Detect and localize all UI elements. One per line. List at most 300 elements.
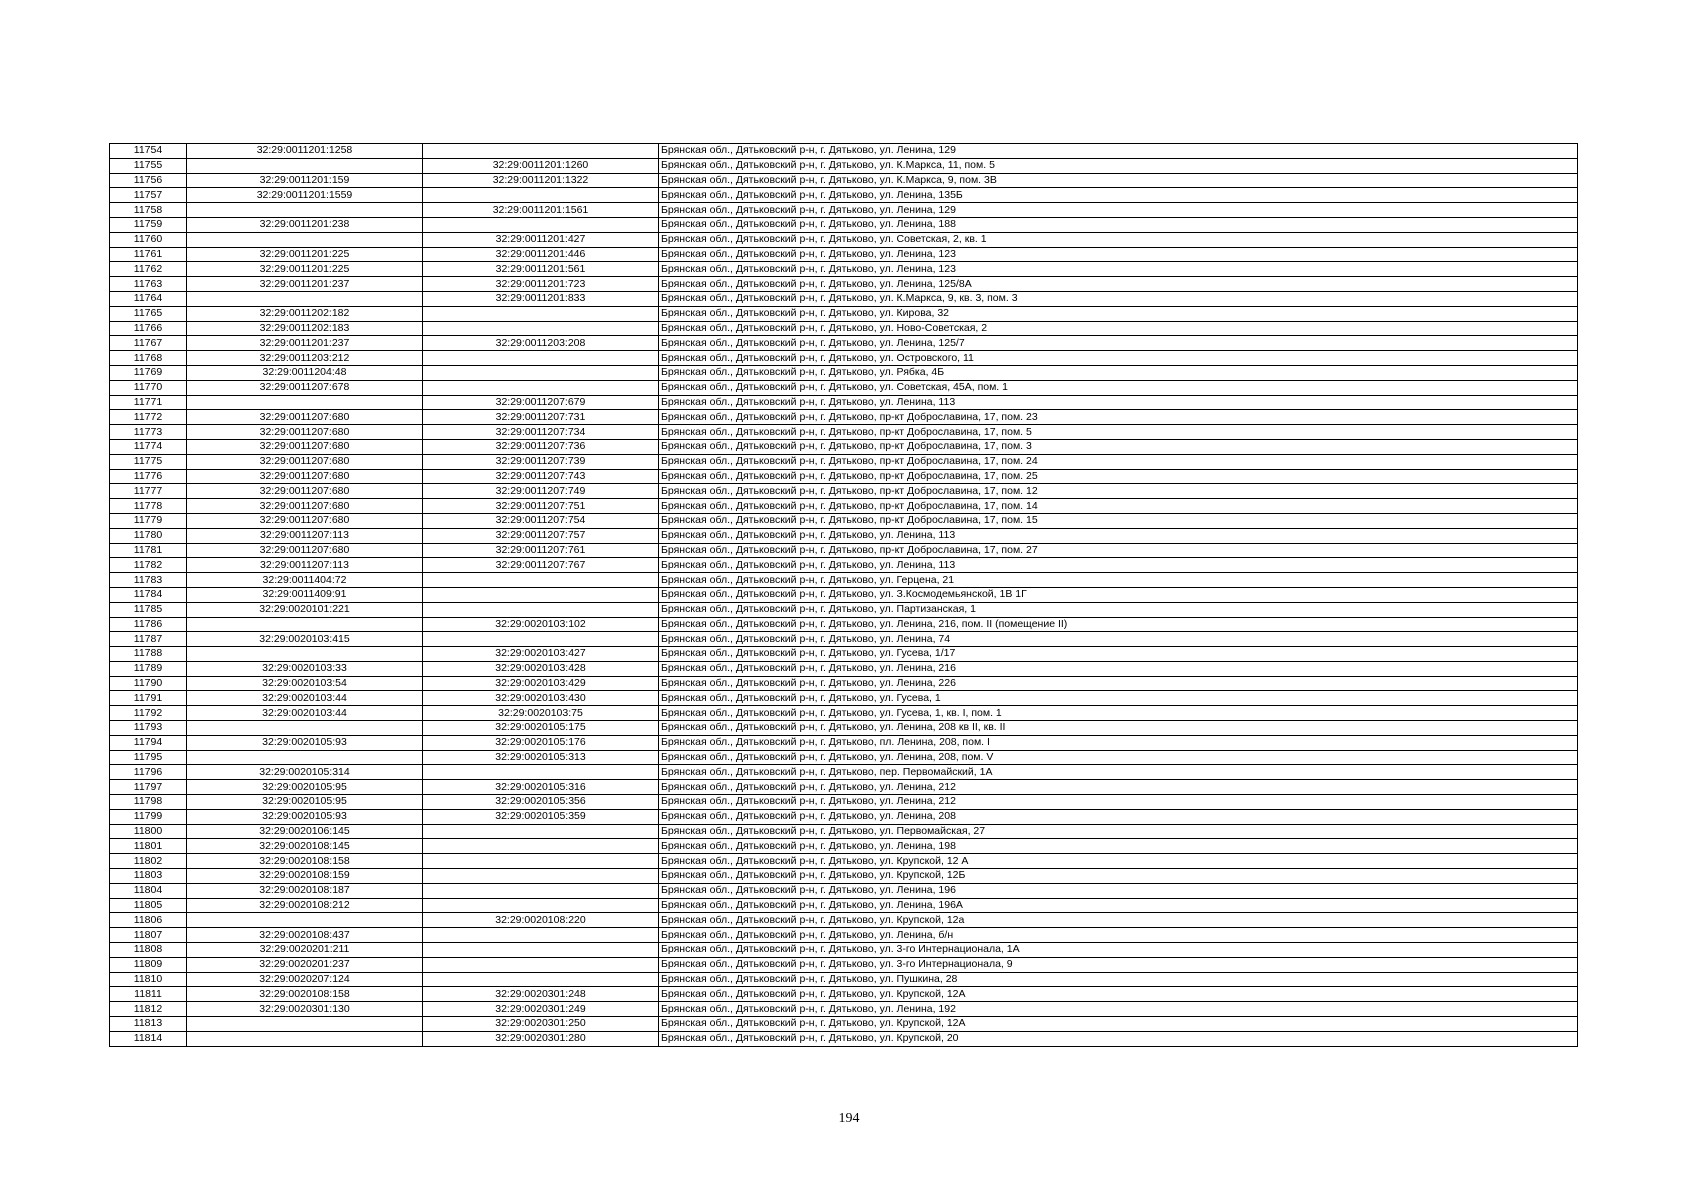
address-cell: Брянская обл., Дятьковский р-н, г. Дятьково, ул. Ново-Советская, 2 (659, 321, 1578, 336)
object-cadastral-number-cell: 32:29:0011207:679 (423, 395, 659, 410)
cadastral-number-cell: 32:29:0011201:238 (187, 217, 423, 232)
address-cell: Брянская обл., Дятьковский р-н, г. Дятьково, ул. Ленина, 216, пом. II (помещение II) (659, 617, 1578, 632)
object-cadastral-number-cell (423, 765, 659, 780)
table-row (110, 573, 1578, 588)
cadastral-number-cell: 32:29:0020103:44 (187, 706, 423, 721)
cadastral-number-cell: 32:29:0011201:237 (187, 277, 423, 292)
table-row (110, 232, 1578, 247)
object-cadastral-number-cell: 32:29:0020105:359 (423, 809, 659, 824)
table-row (110, 144, 1578, 159)
cadastral-number-cell: 32:29:0020108:212 (187, 898, 423, 913)
object-cadastral-number-cell: 32:29:0020103:429 (423, 676, 659, 691)
table-row (110, 987, 1578, 1002)
table-row (110, 721, 1578, 736)
object-cadastral-number-cell (423, 854, 659, 869)
row-number-cell: 11800 (110, 824, 187, 839)
row-number-cell: 11767 (110, 336, 187, 351)
row-number-cell: 11811 (110, 987, 187, 1002)
table-row (110, 824, 1578, 839)
address-cell: Брянская обл., Дятьковский р-н, г. Дятьково, ул. Партизанская, 1 (659, 602, 1578, 617)
object-cadastral-number-cell (423, 380, 659, 395)
cadastral-number-cell: 32:29:0020105:95 (187, 780, 423, 795)
row-number-cell: 11775 (110, 454, 187, 469)
address-cell: Брянская обл., Дятьковский р-н, г. Дятьково, ул. Ленина, 196А (659, 898, 1578, 913)
cadastral-number-cell: 32:29:0020108:158 (187, 854, 423, 869)
cadastral-number-cell (187, 913, 423, 928)
address-cell: Брянская обл., Дятьковский р-н, г. Дятьково, ул. Крупской, 20 (659, 1031, 1578, 1046)
address-cell: Брянская обл., Дятьковский р-н, г. Дятьково, ул. Крупской, 12А (659, 987, 1578, 1002)
address-cell: Брянская обл., Дятьковский р-н, г. Дятьково, ул. Советская, 45А, пом. 1 (659, 380, 1578, 395)
address-cell: Брянская обл., Дятьковский р-н, г. Дятьково, пр-кт Доброславина, 17, пом. 3 (659, 439, 1578, 454)
table-row (110, 203, 1578, 218)
cadastral-number-cell: 32:29:0020108:187 (187, 883, 423, 898)
table-row (110, 173, 1578, 188)
object-cadastral-number-cell (423, 928, 659, 943)
row-number-cell: 11762 (110, 262, 187, 277)
table-row (110, 972, 1578, 987)
table-row (110, 277, 1578, 292)
address-cell: Брянская обл., Дятьковский р-н, г. Дятьково, ул. Ленина, 188 (659, 217, 1578, 232)
table-row (110, 410, 1578, 425)
row-number-cell: 11803 (110, 869, 187, 884)
object-cadastral-number-cell: 32:29:0011201:1260 (423, 158, 659, 173)
cadastral-number-cell: 32:29:0020103:33 (187, 661, 423, 676)
address-cell: Брянская обл., Дятьковский р-н, г. Дятьково, ул. Герцена, 21 (659, 573, 1578, 588)
address-cell: Брянская обл., Дятьковский р-н, г. Дятьково, ул. Ленина, 208, пом. V (659, 750, 1578, 765)
table-row (110, 351, 1578, 366)
cadastral-number-cell (187, 203, 423, 218)
address-cell: Брянская обл., Дятьковский р-н, г. Дятьково, ул. Крупской, 12Б (659, 869, 1578, 884)
row-number-cell: 11792 (110, 706, 187, 721)
row-number-cell: 11793 (110, 721, 187, 736)
object-cadastral-number-cell: 32:29:0020105:356 (423, 795, 659, 810)
cadastral-number-cell (187, 291, 423, 306)
cadastral-number-cell: 32:29:0011207:680 (187, 469, 423, 484)
address-cell: Брянская обл., Дятьковский р-н, г. Дятьково, ул. Пушкина, 28 (659, 972, 1578, 987)
table-row (110, 336, 1578, 351)
address-cell: Брянская обл., Дятьковский р-н, г. Дятьково, ул. Советская, 2, кв. 1 (659, 232, 1578, 247)
row-number-cell: 11798 (110, 795, 187, 810)
row-number-cell: 11801 (110, 839, 187, 854)
object-cadastral-number-cell: 32:29:0020103:102 (423, 617, 659, 632)
address-cell: Брянская обл., Дятьковский р-н, г. Дятьково, ул. З.Космодемьянской, 1В 1Г (659, 587, 1578, 602)
cadastral-number-cell: 32:29:0020105:95 (187, 795, 423, 810)
table-row (110, 439, 1578, 454)
address-cell: Брянская обл., Дятьковский р-н, г. Дятьково, ул. Ленина, 208 кв II, кв. II (659, 721, 1578, 736)
object-cadastral-number-cell: 32:29:0020301:249 (423, 1002, 659, 1017)
cadastral-number-cell: 32:29:0011204:48 (187, 365, 423, 380)
row-number-cell: 11776 (110, 469, 187, 484)
cadastral-number-cell: 32:29:0011207:680 (187, 439, 423, 454)
cadastral-number-cell: 32:29:0011201:237 (187, 336, 423, 351)
row-number-cell: 11758 (110, 203, 187, 218)
object-cadastral-number-cell: 32:29:0020108:220 (423, 913, 659, 928)
address-cell: Брянская обл., Дятьковский р-н, г. Дятьково, ул. Ленина, 198 (659, 839, 1578, 854)
cadastral-number-cell (187, 1031, 423, 1046)
object-cadastral-number-cell (423, 587, 659, 602)
table-row (110, 321, 1578, 336)
table-row (110, 528, 1578, 543)
object-cadastral-number-cell: 32:29:0011207:754 (423, 513, 659, 528)
cadastral-number-cell: 32:29:0020108:159 (187, 869, 423, 884)
row-number-cell: 11759 (110, 217, 187, 232)
cadastral-number-cell: 32:29:0020105:93 (187, 735, 423, 750)
cadastral-number-cell: 32:29:0020301:130 (187, 1002, 423, 1017)
row-number-cell: 11764 (110, 291, 187, 306)
address-cell: Брянская обл., Дятьковский р-н, г. Дятьково, ул. Крупской, 12а (659, 913, 1578, 928)
row-number-cell: 11788 (110, 647, 187, 662)
address-cell: Брянская обл., Дятьковский р-н, г. Дятьково, ул. Ленина, 123 (659, 247, 1578, 262)
object-cadastral-number-cell: 32:29:0011201:1322 (423, 173, 659, 188)
cadastral-number-cell: 32:29:0011207:680 (187, 410, 423, 425)
table-row (110, 262, 1578, 277)
address-cell: Брянская обл., Дятьковский р-н, г. Дятьково, ул. 3-го Интернационала, 9 (659, 957, 1578, 972)
table-row (110, 1031, 1578, 1046)
row-number-cell: 11763 (110, 277, 187, 292)
cadastral-number-cell: 32:29:0011409:91 (187, 587, 423, 602)
address-cell: Брянская обл., Дятьковский р-н, г. Дятьково, ул. Островского, 11 (659, 351, 1578, 366)
table-row (110, 365, 1578, 380)
table-row (110, 469, 1578, 484)
row-number-cell: 11796 (110, 765, 187, 780)
cadastral-number-cell: 32:29:0011201:225 (187, 247, 423, 262)
cadastral-number-cell: 32:29:0011207:680 (187, 425, 423, 440)
object-cadastral-number-cell: 32:29:0020301:248 (423, 987, 659, 1002)
object-cadastral-number-cell: 32:29:0011201:833 (423, 291, 659, 306)
object-cadastral-number-cell: 32:29:0020103:428 (423, 661, 659, 676)
table-row (110, 869, 1578, 884)
object-cadastral-number-cell: 32:29:0020103:430 (423, 691, 659, 706)
table-row (110, 809, 1578, 824)
row-number-cell: 11765 (110, 306, 187, 321)
table-row (110, 839, 1578, 854)
address-cell: Брянская обл., Дятьковский р-н, г. Дятьково, пр-кт Доброславина, 17, пом. 24 (659, 454, 1578, 469)
cadastral-number-cell: 32:29:0011202:183 (187, 321, 423, 336)
address-cell: Брянская обл., Дятьковский р-н, г. Дятьково, пр-кт Доброславина, 17, пом. 12 (659, 484, 1578, 499)
cadastral-number-cell: 32:29:0020108:158 (187, 987, 423, 1002)
row-number-cell: 11790 (110, 676, 187, 691)
table-row (110, 691, 1578, 706)
row-number-cell: 11785 (110, 602, 187, 617)
row-number-cell: 11777 (110, 484, 187, 499)
cadastral-number-cell: 32:29:0020105:314 (187, 765, 423, 780)
address-cell: Брянская обл., Дятьковский р-н, г. Дятьково, пр-кт Доброславина, 17, пом. 5 (659, 425, 1578, 440)
cadastral-number-cell: 32:29:0011207:113 (187, 558, 423, 573)
table-row (110, 543, 1578, 558)
object-cadastral-number-cell (423, 217, 659, 232)
address-cell: Брянская обл., Дятьковский р-н, г. Дятьково, ул. Ленина, 125/7 (659, 336, 1578, 351)
row-number-cell: 11756 (110, 173, 187, 188)
row-number-cell: 11791 (110, 691, 187, 706)
object-cadastral-number-cell (423, 188, 659, 203)
object-cadastral-number-cell: 32:29:0011207:736 (423, 439, 659, 454)
row-number-cell: 11814 (110, 1031, 187, 1046)
cadastral-number-cell: 32:29:0011201:1559 (187, 188, 423, 203)
object-cadastral-number-cell (423, 972, 659, 987)
table-row (110, 395, 1578, 410)
table-row (110, 602, 1578, 617)
object-cadastral-number-cell: 32:29:0011207:757 (423, 528, 659, 543)
object-cadastral-number-cell: 32:29:0011207:739 (423, 454, 659, 469)
address-cell: Брянская обл., Дятьковский р-н, г. Дятьково, пр-кт Доброславина, 17, пом. 15 (659, 513, 1578, 528)
address-cell: Брянская обл., Дятьковский р-н, г. Дятьково, ул. Крупской, 12А (659, 1017, 1578, 1032)
object-cadastral-number-cell: 32:29:0020105:175 (423, 721, 659, 736)
cadastral-number-cell (187, 617, 423, 632)
row-number-cell: 11780 (110, 528, 187, 543)
table-row (110, 795, 1578, 810)
table-row (110, 499, 1578, 514)
row-number-cell: 11809 (110, 957, 187, 972)
address-cell: Брянская обл., Дятьковский р-н, г. Дятьково, ул. Крупской, 12 А (659, 854, 1578, 869)
address-cell: Брянская обл., Дятьковский р-н, г. Дятьково, ул. Ленина, 226 (659, 676, 1578, 691)
table-row (110, 898, 1578, 913)
row-number-cell: 11774 (110, 439, 187, 454)
cadastral-table (109, 143, 1578, 1047)
row-number-cell: 11797 (110, 780, 187, 795)
object-cadastral-number-cell: 32:29:0020301:280 (423, 1031, 659, 1046)
address-cell: Брянская обл., Дятьковский р-н, г. Дятьково, ул. Ленина, 212 (659, 780, 1578, 795)
table-row (110, 587, 1578, 602)
row-number-cell: 11778 (110, 499, 187, 514)
table-row (110, 1017, 1578, 1032)
address-cell: Брянская обл., Дятьковский р-н, г. Дятьково, ул. Ленина, 192 (659, 1002, 1578, 1017)
address-cell: Брянская обл., Дятьковский р-н, г. Дятьково, ул. К.Маркса, 9, кв. 3, пом. 3 (659, 291, 1578, 306)
row-number-cell: 11782 (110, 558, 187, 573)
row-number-cell: 11808 (110, 943, 187, 958)
table-body (110, 144, 1578, 1047)
address-cell: Брянская обл., Дятьковский р-н, г. Дятьково, ул. Ленина, 129 (659, 203, 1578, 218)
table-row (110, 957, 1578, 972)
cadastral-number-cell: 32:29:0011201:1258 (187, 144, 423, 159)
cadastral-number-cell: 32:29:0020106:145 (187, 824, 423, 839)
object-cadastral-number-cell (423, 883, 659, 898)
object-cadastral-number-cell: 32:29:0020105:316 (423, 780, 659, 795)
address-cell: Брянская обл., Дятьковский р-н, г. Дятьково, ул. Ленина, 113 (659, 528, 1578, 543)
object-cadastral-number-cell (423, 957, 659, 972)
table-row (110, 217, 1578, 232)
object-cadastral-number-cell (423, 602, 659, 617)
table-row (110, 647, 1578, 662)
cadastral-number-cell: 32:29:0011202:182 (187, 306, 423, 321)
row-number-cell: 11757 (110, 188, 187, 203)
object-cadastral-number-cell: 32:29:0020103:427 (423, 647, 659, 662)
row-number-cell: 11783 (110, 573, 187, 588)
cadastral-number-cell: 32:29:0011207:680 (187, 484, 423, 499)
table-row (110, 913, 1578, 928)
row-number-cell: 11812 (110, 1002, 187, 1017)
object-cadastral-number-cell: 32:29:0011207:731 (423, 410, 659, 425)
row-number-cell: 11761 (110, 247, 187, 262)
object-cadastral-number-cell: 32:29:0020105:313 (423, 750, 659, 765)
table-row (110, 632, 1578, 647)
address-cell: Брянская обл., Дятьковский р-н, г. Дятьково, ул. Ленина, 212 (659, 795, 1578, 810)
address-cell: Брянская обл., Дятьковский р-н, г. Дятьково, ул. Ленина, 196 (659, 883, 1578, 898)
cadastral-number-cell: 32:29:0011207:680 (187, 454, 423, 469)
object-cadastral-number-cell: 32:29:0011201:446 (423, 247, 659, 262)
cadastral-number-cell: 32:29:0020101:221 (187, 602, 423, 617)
row-number-cell: 11770 (110, 380, 187, 395)
cadastral-number-cell: 32:29:0011404:72 (187, 573, 423, 588)
object-cadastral-number-cell: 32:29:0011207:734 (423, 425, 659, 440)
object-cadastral-number-cell (423, 869, 659, 884)
cadastral-number-cell: 32:29:0011207:678 (187, 380, 423, 395)
row-number-cell: 11795 (110, 750, 187, 765)
object-cadastral-number-cell: 32:29:0011203:208 (423, 336, 659, 351)
cadastral-number-cell (187, 647, 423, 662)
table-row (110, 306, 1578, 321)
cadastral-number-cell: 32:29:0011207:113 (187, 528, 423, 543)
cadastral-number-cell: 32:29:0011207:680 (187, 499, 423, 514)
page-number: 194 (838, 1111, 860, 1126)
row-number-cell: 11773 (110, 425, 187, 440)
cadastral-number-cell: 32:29:0020103:44 (187, 691, 423, 706)
table-row (110, 780, 1578, 795)
address-cell: Брянская обл., Дятьковский р-н, г. Дятьково, ул. Ленина, 113 (659, 558, 1578, 573)
address-cell: Брянская обл., Дятьковский р-н, г. Дятьково, ул. Ленина, б/н (659, 928, 1578, 943)
table-row (110, 854, 1578, 869)
cadastral-number-cell: 32:29:0011201:225 (187, 262, 423, 277)
cadastral-number-cell (187, 232, 423, 247)
row-number-cell: 11781 (110, 543, 187, 558)
table-row (110, 380, 1578, 395)
row-number-cell: 11766 (110, 321, 187, 336)
cadastral-number-cell (187, 1017, 423, 1032)
cadastral-number-cell (187, 395, 423, 410)
table-row (110, 188, 1578, 203)
object-cadastral-number-cell (423, 306, 659, 321)
row-number-cell: 11813 (110, 1017, 187, 1032)
table-row (110, 883, 1578, 898)
object-cadastral-number-cell (423, 321, 659, 336)
cadastral-number-cell: 32:29:0020108:437 (187, 928, 423, 943)
row-number-cell: 11755 (110, 158, 187, 173)
object-cadastral-number-cell (423, 144, 659, 159)
cadastral-number-cell: 32:29:0020201:211 (187, 943, 423, 958)
object-cadastral-number-cell (423, 573, 659, 588)
cadastral-number-cell: 32:29:0011201:159 (187, 173, 423, 188)
address-cell: Брянская обл., Дятьковский р-н, г. Дятьково, ул. Гусева, 1, кв. I, пом. 1 (659, 706, 1578, 721)
address-cell: Брянская обл., Дятьковский р-н, г. Дятьково, ул. Ленина, 125/8А (659, 277, 1578, 292)
cadastral-number-cell: 32:29:0011203:212 (187, 351, 423, 366)
address-cell: Брянская обл., Дятьковский р-н, г. Дятьково, ул. Ленина, 216 (659, 661, 1578, 676)
object-cadastral-number-cell: 32:29:0011207:767 (423, 558, 659, 573)
row-number-cell: 11760 (110, 232, 187, 247)
table-row (110, 943, 1578, 958)
address-cell: Брянская обл., Дятьковский р-н, г. Дятьково, ул. Ленина, 129 (659, 144, 1578, 159)
object-cadastral-number-cell: 32:29:0011207:761 (423, 543, 659, 558)
object-cadastral-number-cell: 32:29:0011201:723 (423, 277, 659, 292)
object-cadastral-number-cell (423, 351, 659, 366)
address-cell: Брянская обл., Дятьковский р-н, г. Дятьково, ул. Ленина, 135Б (659, 188, 1578, 203)
table-row (110, 454, 1578, 469)
cadastral-number-cell (187, 750, 423, 765)
address-cell: Брянская обл., Дятьковский р-н, г. Дятьково, ул. Ленина, 123 (659, 262, 1578, 277)
table-row (110, 661, 1578, 676)
cadastral-number-cell: 32:29:0020201:237 (187, 957, 423, 972)
object-cadastral-number-cell (423, 839, 659, 854)
table-row (110, 765, 1578, 780)
row-number-cell: 11810 (110, 972, 187, 987)
address-cell: Брянская обл., Дятьковский р-н, г. Дятьково, пер. Первомайский, 1А (659, 765, 1578, 780)
object-cadastral-number-cell: 32:29:0020105:176 (423, 735, 659, 750)
address-cell: Брянская обл., Дятьковский р-н, г. Дятьково, пр-кт Доброславина, 17, пом. 25 (659, 469, 1578, 484)
object-cadastral-number-cell (423, 632, 659, 647)
table-row (110, 1002, 1578, 1017)
object-cadastral-number-cell: 32:29:0020301:250 (423, 1017, 659, 1032)
row-number-cell: 11789 (110, 661, 187, 676)
table-row (110, 484, 1578, 499)
row-number-cell: 11786 (110, 617, 187, 632)
address-cell: Брянская обл., Дятьковский р-н, г. Дятьково, ул. Ленина, 74 (659, 632, 1578, 647)
address-cell: Брянская обл., Дятьковский р-н, г. Дятьково, ул. Рябка, 4Б (659, 365, 1578, 380)
table-row (110, 513, 1578, 528)
table-row (110, 735, 1578, 750)
table-row (110, 676, 1578, 691)
table-row (110, 558, 1578, 573)
table-row (110, 750, 1578, 765)
object-cadastral-number-cell: 32:29:0011201:427 (423, 232, 659, 247)
cadastral-number-cell: 32:29:0011207:680 (187, 513, 423, 528)
address-cell: Брянская обл., Дятьковский р-н, г. Дятьково, ул. 3-го Интернационала, 1А (659, 943, 1578, 958)
cadastral-number-cell (187, 158, 423, 173)
address-cell: Брянская обл., Дятьковский р-н, г. Дятьково, пр-кт Доброславина, 17, пом. 23 (659, 410, 1578, 425)
table-row (110, 291, 1578, 306)
address-cell: Брянская обл., Дятьковский р-н, г. Дятьково, ул. Ленина, 113 (659, 395, 1578, 410)
address-cell: Брянская обл., Дятьковский р-н, г. Дятьково, пл. Ленина, 208, пом. I (659, 735, 1578, 750)
cadastral-number-cell: 32:29:0011207:680 (187, 543, 423, 558)
address-cell: Брянская обл., Дятьковский р-н, г. Дятьково, ул. Гусева, 1 (659, 691, 1578, 706)
row-number-cell: 11804 (110, 883, 187, 898)
address-cell: Брянская обл., Дятьковский р-н, г. Дятьково, ул. К.Маркса, 11, пом. 5 (659, 158, 1578, 173)
table-row (110, 617, 1578, 632)
table-row (110, 706, 1578, 721)
object-cadastral-number-cell: 32:29:0011207:749 (423, 484, 659, 499)
table-row (110, 928, 1578, 943)
row-number-cell: 11794 (110, 735, 187, 750)
object-cadastral-number-cell (423, 824, 659, 839)
address-cell: Брянская обл., Дятьковский р-н, г. Дятьково, пр-кт Доброславина, 17, пом. 27 (659, 543, 1578, 558)
row-number-cell: 11754 (110, 144, 187, 159)
object-cadastral-number-cell (423, 898, 659, 913)
row-number-cell: 11802 (110, 854, 187, 869)
row-number-cell: 11784 (110, 587, 187, 602)
object-cadastral-number-cell (423, 365, 659, 380)
cadastral-number-cell (187, 721, 423, 736)
row-number-cell: 11768 (110, 351, 187, 366)
address-cell: Брянская обл., Дятьковский р-н, г. Дятьково, ул. Гусева, 1/17 (659, 647, 1578, 662)
cadastral-number-cell: 32:29:0020207:124 (187, 972, 423, 987)
row-number-cell: 11787 (110, 632, 187, 647)
row-number-cell: 11769 (110, 365, 187, 380)
address-cell: Брянская обл., Дятьковский р-н, г. Дятьково, ул. Первомайская, 27 (659, 824, 1578, 839)
address-cell: Брянская обл., Дятьковский р-н, г. Дятьково, ул. Ленина, 208 (659, 809, 1578, 824)
cadastral-number-cell: 32:29:0020105:93 (187, 809, 423, 824)
table-row (110, 158, 1578, 173)
cadastral-number-cell: 32:29:0020108:145 (187, 839, 423, 854)
table-row (110, 247, 1578, 262)
object-cadastral-number-cell: 32:29:0011201:561 (423, 262, 659, 277)
row-number-cell: 11807 (110, 928, 187, 943)
row-number-cell: 11806 (110, 913, 187, 928)
row-number-cell: 11771 (110, 395, 187, 410)
cadastral-number-cell: 32:29:0020103:54 (187, 676, 423, 691)
address-cell: Брянская обл., Дятьковский р-н, г. Дятьково, пр-кт Доброславина, 17, пом. 14 (659, 499, 1578, 514)
row-number-cell: 11772 (110, 410, 187, 425)
address-cell: Брянская обл., Дятьковский р-н, г. Дятьково, ул. Кирова, 32 (659, 306, 1578, 321)
row-number-cell: 11799 (110, 809, 187, 824)
object-cadastral-number-cell: 32:29:0011207:751 (423, 499, 659, 514)
object-cadastral-number-cell: 32:29:0011207:743 (423, 469, 659, 484)
